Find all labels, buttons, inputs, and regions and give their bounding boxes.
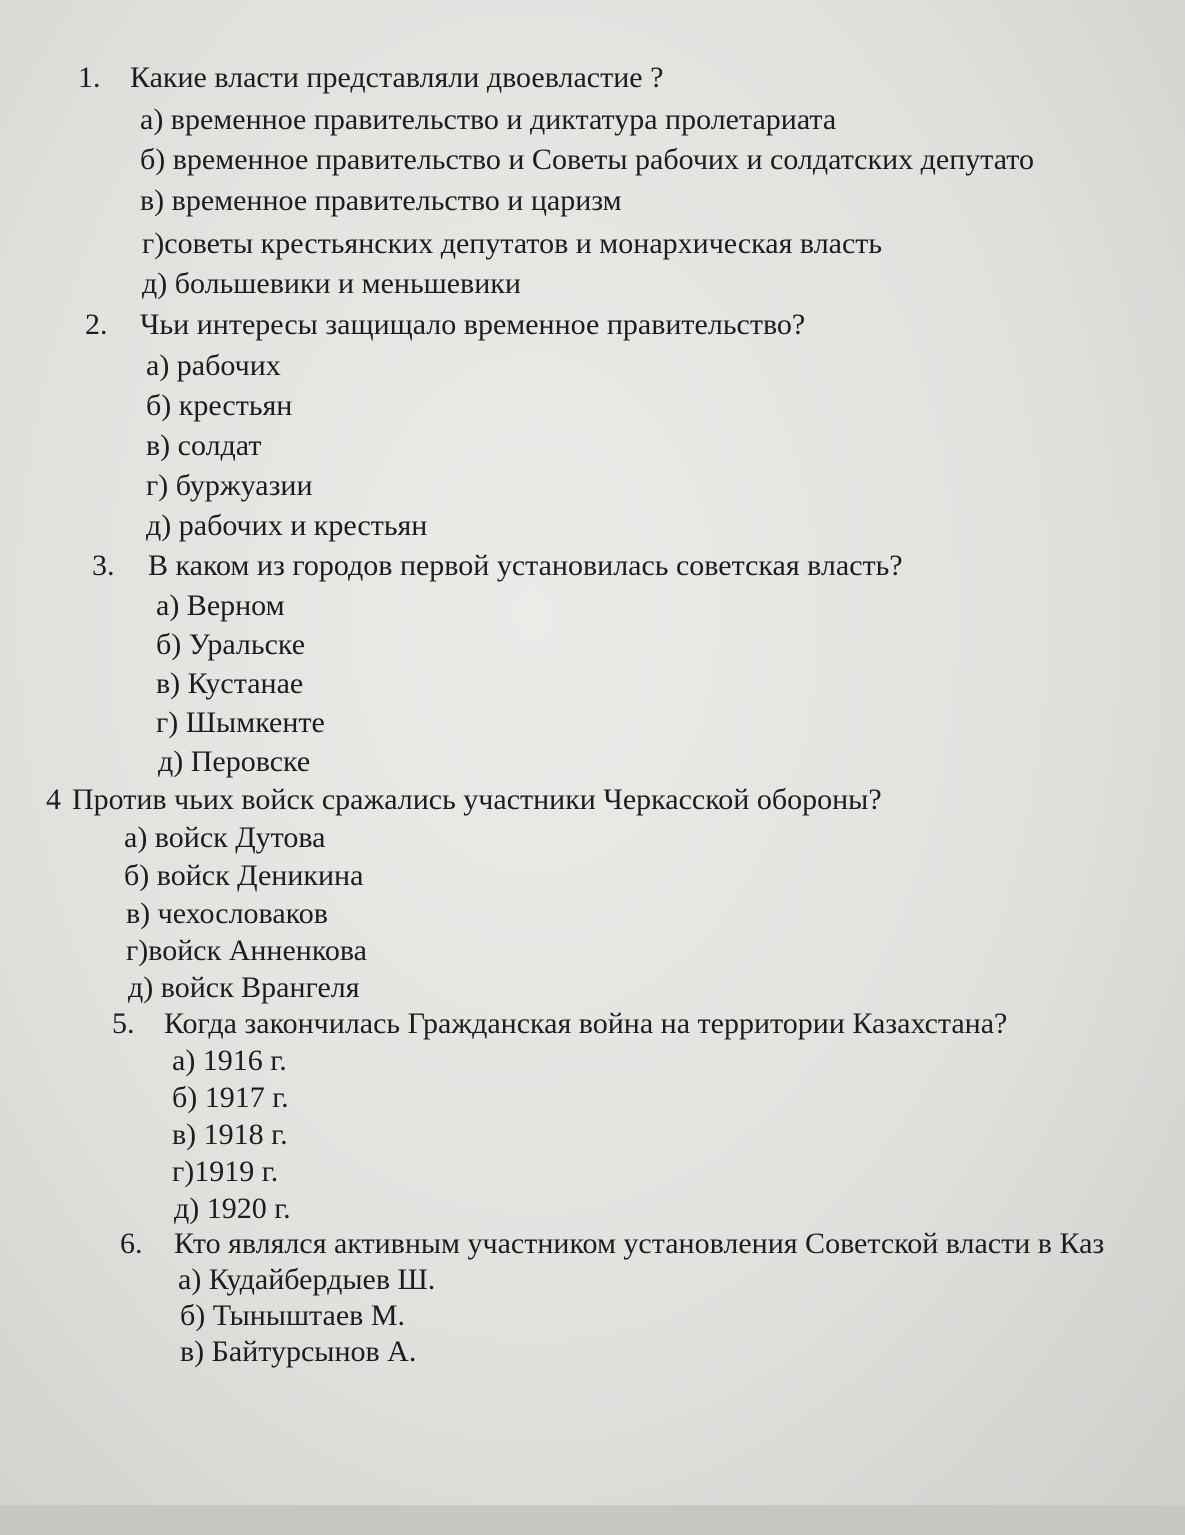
question-5: [112, 1006, 1007, 1042]
answer-option: б) крестьян: [146, 389, 293, 422]
answer-option: д) большевики и меньшевики: [142, 267, 521, 300]
answer-option: г) буржуазии: [146, 469, 313, 502]
answer-option: б) войск Деникина: [124, 859, 364, 892]
answer-option: в) Байтурсынов А.: [180, 1335, 417, 1368]
answer-option: б) Уральске: [156, 628, 306, 661]
question-number: 6.: [120, 1227, 143, 1260]
question-number: 5.: [112, 1007, 135, 1040]
question-text: Чьи интересы защищало временное правительство?: [140, 308, 806, 341]
answer-option: в) временное правительство и царизм: [140, 184, 622, 217]
answer-option: а) временное правительство и диктатура пролетариата: [140, 103, 837, 136]
question-number: 3.: [92, 549, 115, 582]
answer-option: а) Кудайбердыев Ш.: [178, 1263, 436, 1296]
answer-option: в) чехословаков: [126, 897, 328, 930]
question-text: Кто являлся активным участником установления Советской власти в Каз: [174, 1227, 1105, 1260]
answer-option: д) войск Врангеля: [128, 971, 360, 1004]
answer-option: б) Тыныштаев М.: [180, 1299, 405, 1332]
answer-option: в) Кустанае: [156, 667, 304, 700]
question-number: 1.: [78, 61, 101, 94]
answer-option: а) рабочих: [146, 349, 281, 382]
answer-option: б) 1917 г.: [172, 1081, 289, 1114]
page-bottom-edge: [0, 1505, 1185, 1535]
question-text: В каком из городов первой установилась советская власть?: [148, 549, 903, 582]
question-3: [92, 548, 903, 584]
question-text: Когда закончилась Гражданская война на территории Казахстана?: [164, 1007, 1008, 1040]
answer-option: а) Верном: [156, 589, 285, 622]
question-4: [46, 782, 882, 818]
answer-option: б) временное правительство и Советы рабочих и солдатских депутато: [140, 143, 1034, 176]
question-1: [78, 60, 663, 96]
question-text: Против чьих войск сражались участники Черкасской обороны?: [72, 783, 882, 816]
answer-option: г)советы крестьянских депутатов и монархическая власть: [142, 227, 883, 260]
answer-option: а) войск Дутова: [124, 821, 326, 854]
answer-option: д) 1920 г.: [174, 1192, 291, 1225]
answer-option: в) 1918 г.: [172, 1118, 288, 1151]
question-text: Какие власти представляли двоевластие ?: [130, 61, 664, 94]
answer-option: а) 1916 г.: [172, 1044, 287, 1077]
question-number: 4: [46, 783, 61, 816]
answer-option: в) солдат: [146, 429, 262, 462]
answer-option: г)войск Анненкова: [126, 934, 367, 967]
question-number: 2.: [85, 308, 108, 341]
question-6: [120, 1226, 1104, 1262]
answer-option: д) Перовске: [158, 745, 311, 778]
answer-option: д) рабочих и крестьян: [146, 509, 428, 542]
answer-option: г) Шымкенте: [156, 706, 325, 739]
question-2: [85, 307, 805, 343]
answer-option: г)1919 г.: [172, 1155, 279, 1188]
